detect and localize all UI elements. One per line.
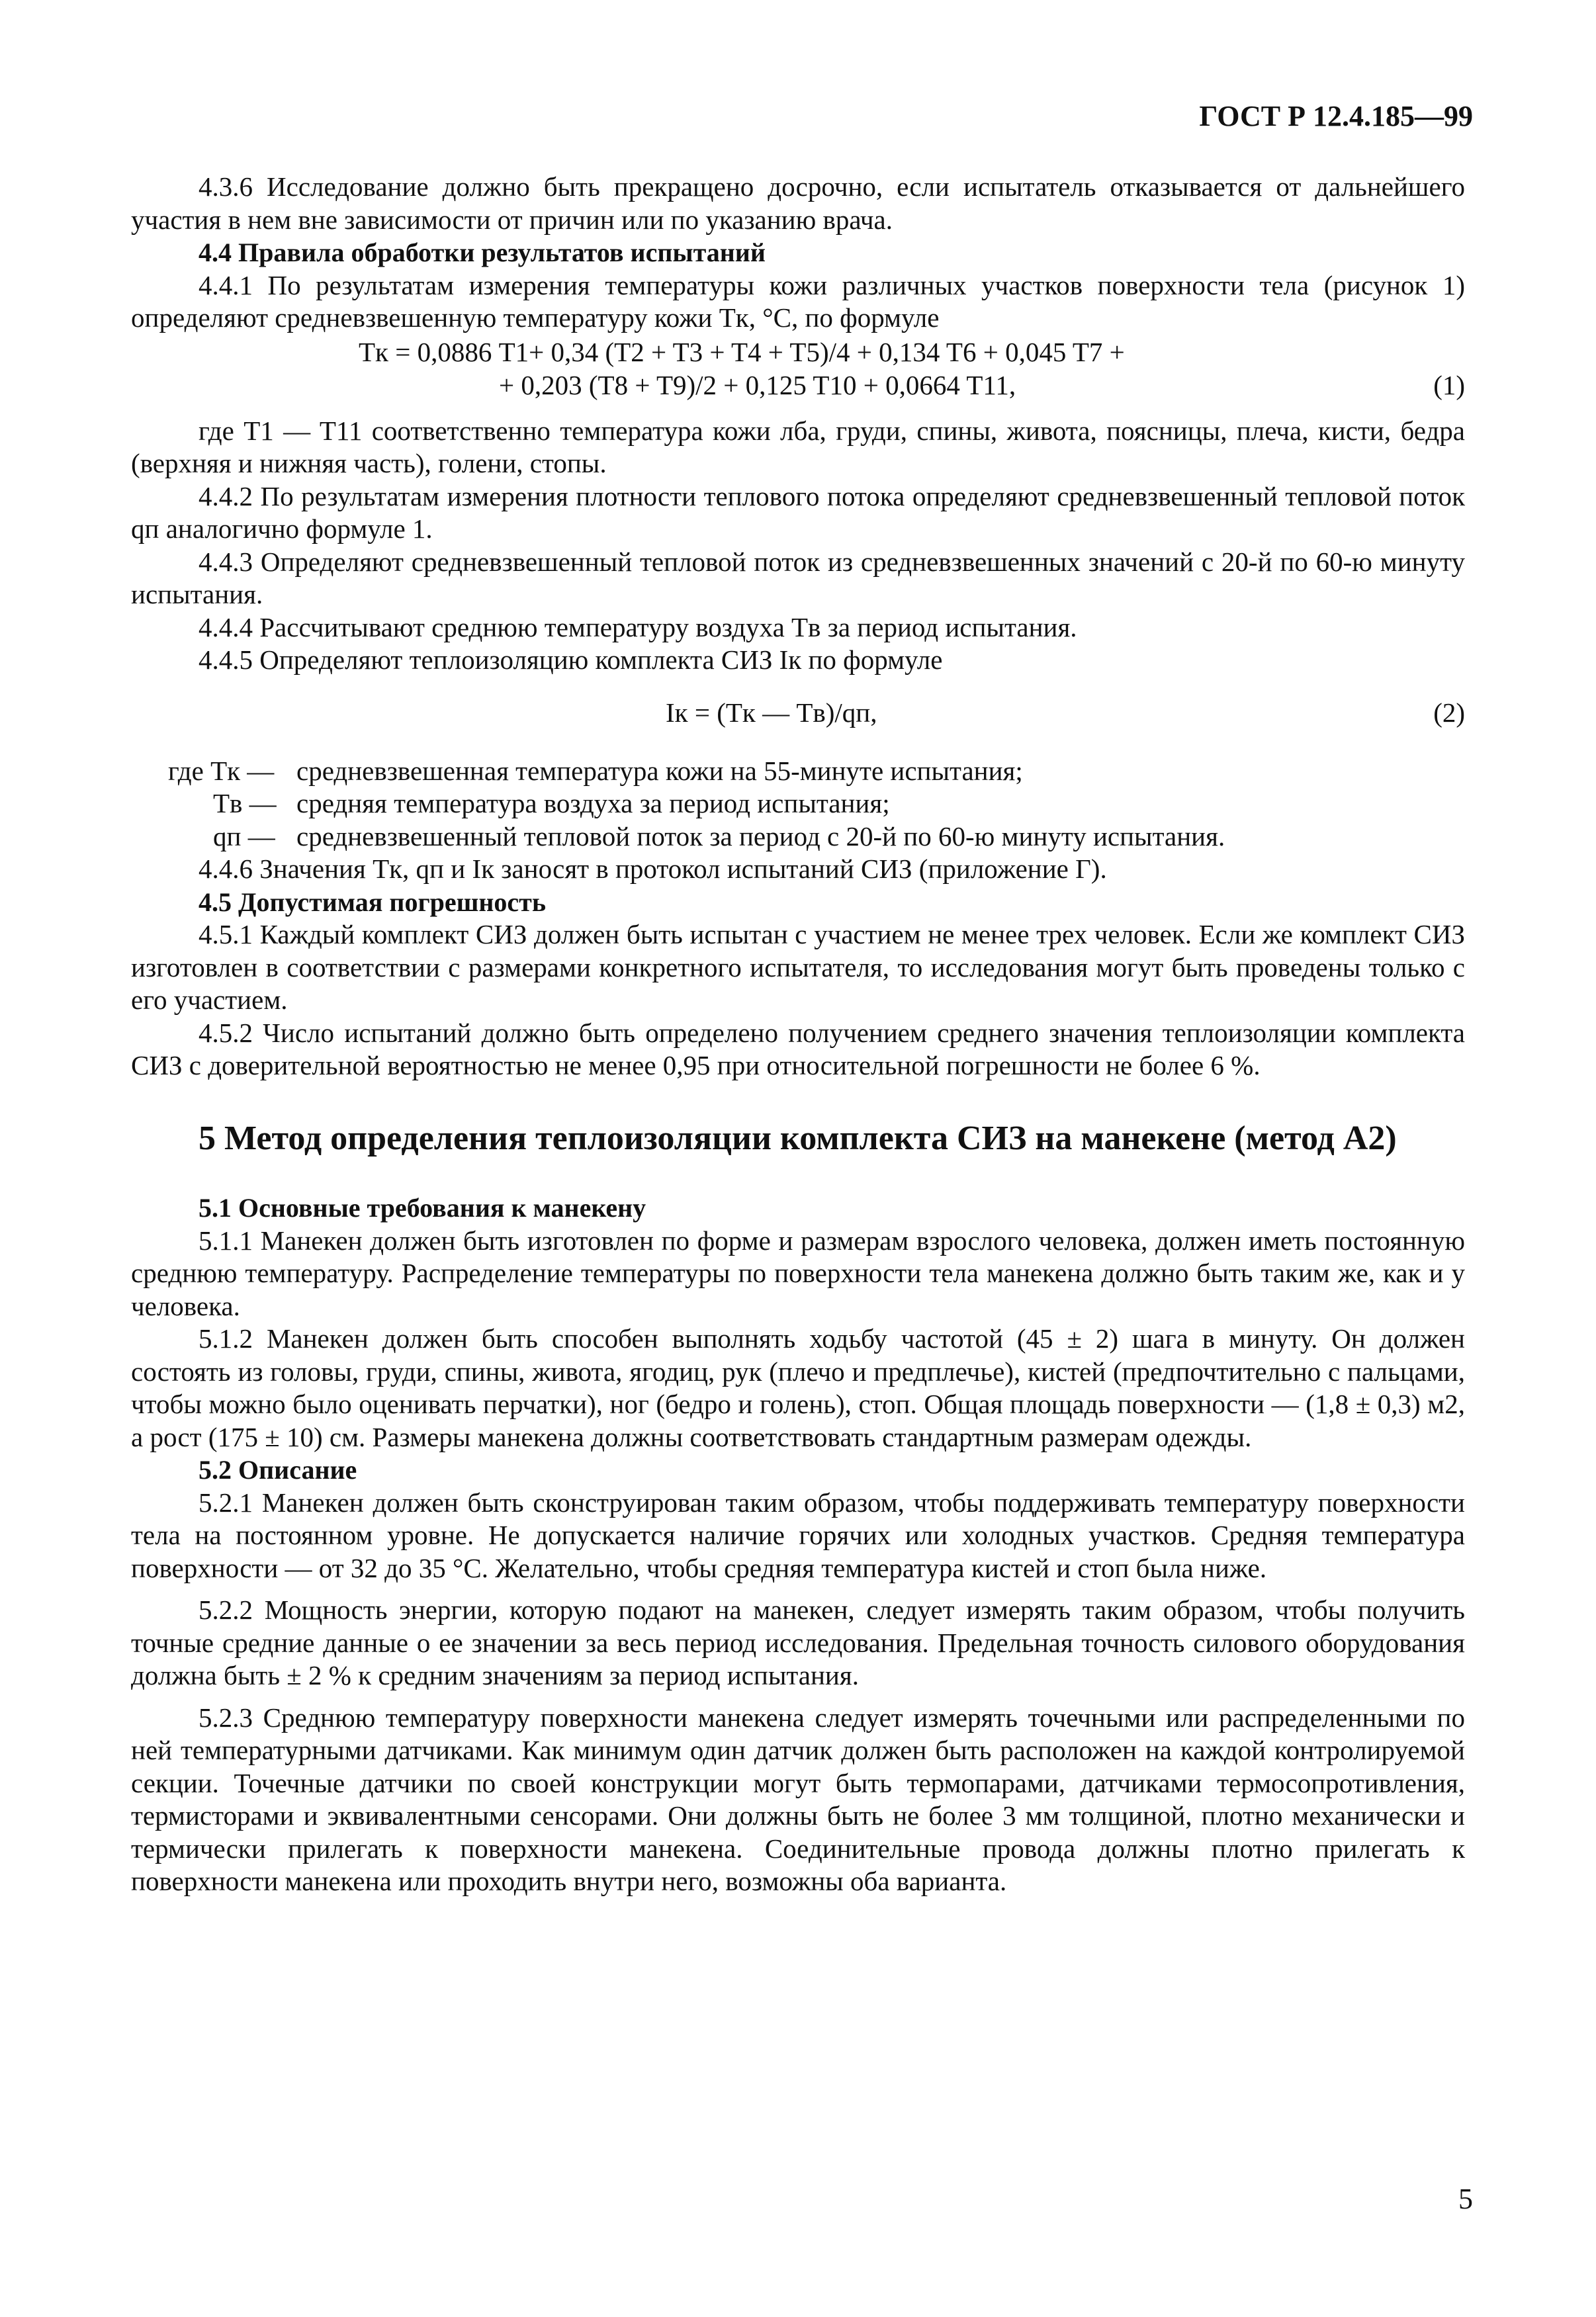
- paragraph-5-1-1: 5.1.1 Манекен должен быть изготовлен по форме и размерам взрослого человека, должен иметь постоянную среднюю температуру. Распределение температуры по поверхности тела манекена должно быть таким же, как и у человека.: [131, 1225, 1465, 1321]
- document-body: [131, 171, 1465, 1898]
- formula-2-definitions: [131, 755, 1465, 853]
- heading-4-4: 4.4 Правила обработки результатов испытаний: [199, 238, 766, 267]
- heading-5-1: 5.1 Основные требования к манекену: [199, 1193, 646, 1223]
- paragraph-4-4-2: 4.4.2 По результатам измерения плотности теплового потока определяют средневзвешенный тепловой поток qп аналогично формуле 1.: [131, 480, 1465, 544]
- paragraph-4-5-2: 4.5.2 Число испытаний должно быть определено получением среднего значения теплоизоляции комплекта СИЗ с доверительной вероятностью не менее 0,95 при относительной погрешности не более 6 %.: [131, 1017, 1465, 1080]
- document-code-header: ГОСТ Р 12.4.185—99: [1199, 100, 1473, 132]
- formula-2-text: Iк = (Tк — Tв)/qп,: [666, 697, 877, 728]
- definition-row: [131, 787, 1465, 820]
- section-5-title: 5 Метод определения теплоизоляции комплекта СИЗ на манекене (метод А2): [199, 1119, 1397, 1157]
- heading-5-2: 5.2 Описание: [199, 1455, 357, 1485]
- definition-text: средневзвешенная температура кожи на 55-минуте испытания;: [296, 755, 1023, 786]
- formula-2-number: (2): [1433, 697, 1465, 728]
- formula-1-line-1: Tк = 0,0886 T1+ 0,34 (T2 + T3 + T4 + T5)/4 + 0,134 T6 + 0,045 T7 +: [359, 336, 1125, 367]
- paragraph-4-4-3: 4.4.3 Определяют средневзвешенный тепловой поток из средневзвешенных значений с 20-й по 60-ю минуту испытания.: [131, 546, 1465, 609]
- definition-symbol: Tв —: [213, 788, 277, 818]
- formula-1: [131, 335, 1465, 400]
- paragraph-4-3-6: 4.3.6 Исследование должно быть прекращено досрочно, если испытатель отказывается от дальнейшего участия в нем вне зависимости от причин или по указанию врача.: [131, 171, 1465, 235]
- paragraph-4-4-5: 4.4.5 Определяют теплоизоляцию комплекта СИЗ Iк по формуле: [199, 644, 943, 675]
- heading-4-5: 4.5 Допустимая погрешность: [199, 887, 546, 917]
- definition-symbol: где Tк —: [168, 755, 275, 786]
- definition-row: [131, 755, 1465, 788]
- formula-1-number: (1): [1433, 369, 1465, 400]
- paragraph-4-4-6: 4.4.6 Значения Tк, qп и Iк заносят в протокол испытаний СИЗ (приложение Г).: [199, 853, 1107, 884]
- paragraph-4-5-1: 4.5.1 Каждый комплект СИЗ должен быть испытан с участием не менее трех человек. Если же комплект СИЗ изготовлен в соответствии с размерами конкретного испытателя, то исследования могут быть проведены только с его участием.: [131, 919, 1465, 1015]
- paragraph-5-2-3: 5.2.3 Среднюю температуру поверхности манекена следует измерять точечными или распределенными по ней температурными датчиками. Как минимум один датчик должен быть расположен на каждой контролируемой секции. Точечные датчики по своей конструкции могут быть термопарами, датчиками термосопротивления, термисторами и эквивалентными сенсорами. Они должны быть не более 3 мм толщиной, плотно механически и термически прилегать к поверхности манекена. Соединительные провода должны плотно прилегать к поверхности манекена или проходить внутри него, возможны оба варианта.: [131, 1702, 1465, 1896]
- definition-text: средневзвешенный тепловой поток за период с 20-й по 60-ю минуту испытания.: [296, 820, 1225, 852]
- paragraph-5-2-2: 5.2.2 Мощность энергии, которую подают на манекен, следует измерять таким образом, чтобы получить точные средние данные о ее значении за весь период исследования. Предельная точность силового оборудования должна быть ± 2 % к средним значениям за период испытания.: [131, 1595, 1465, 1690]
- paragraph-4-4-1: 4.4.1 По результатам измерения температуры кожи различных участков поверхности тела (рисунок 1) определяют средневзвешенную температуру кожи Tк, °С, по формуле: [131, 269, 1465, 333]
- definition-text: средняя температура воздуха за период испытания;: [296, 788, 890, 818]
- paragraph-5-2-1: 5.2.1 Манекен должен быть сконструирован таким образом, чтобы поддерживать температуру поверхности тела на постоянном уровне. Не допускается наличие горячих или холодных участков. Средняя температура поверхности — от 32 до 35 °С. Желательно, чтобы средняя температура кистей и стоп была ниже.: [131, 1487, 1465, 1583]
- definition-symbol: qп —: [213, 820, 275, 852]
- definition-row: [131, 820, 1465, 853]
- page-number: 5: [1458, 2183, 1473, 2215]
- formula-1-line-2: + 0,203 (T8 + T9)/2 + 0,125 T10 + 0,0664 T11,: [499, 369, 1016, 400]
- paragraph-where-1: где T1 — T11 соответственно температура кожи лба, груди, спины, живота, поясницы, плеча, кисти, бедра (верхняя и нижняя часть), голени, стопы.: [131, 415, 1465, 478]
- formula-2: [131, 694, 1465, 734]
- paragraph-4-4-4: 4.4.4 Рассчитывают среднюю температуру воздуха Tв за период испытания.: [199, 611, 1077, 642]
- paragraph-5-1-2: 5.1.2 Манекен должен быть способен выполнять ходьбу частотой (45 ± 2) шага в минуту. Он должен состоять из головы, груди, спины, живота, ягодиц, рук (плечо и предплечье), кистей (предпочтительно с пальцами, чтобы можно было оценивать перчатки), ног (бедро и голень), стоп. Общая площадь поверхности — (1,8 ± 0,3) м2, а рост (175 ± 10) см. Размеры манекена должны соответствовать стандартным размерам одежды.: [131, 1323, 1465, 1452]
